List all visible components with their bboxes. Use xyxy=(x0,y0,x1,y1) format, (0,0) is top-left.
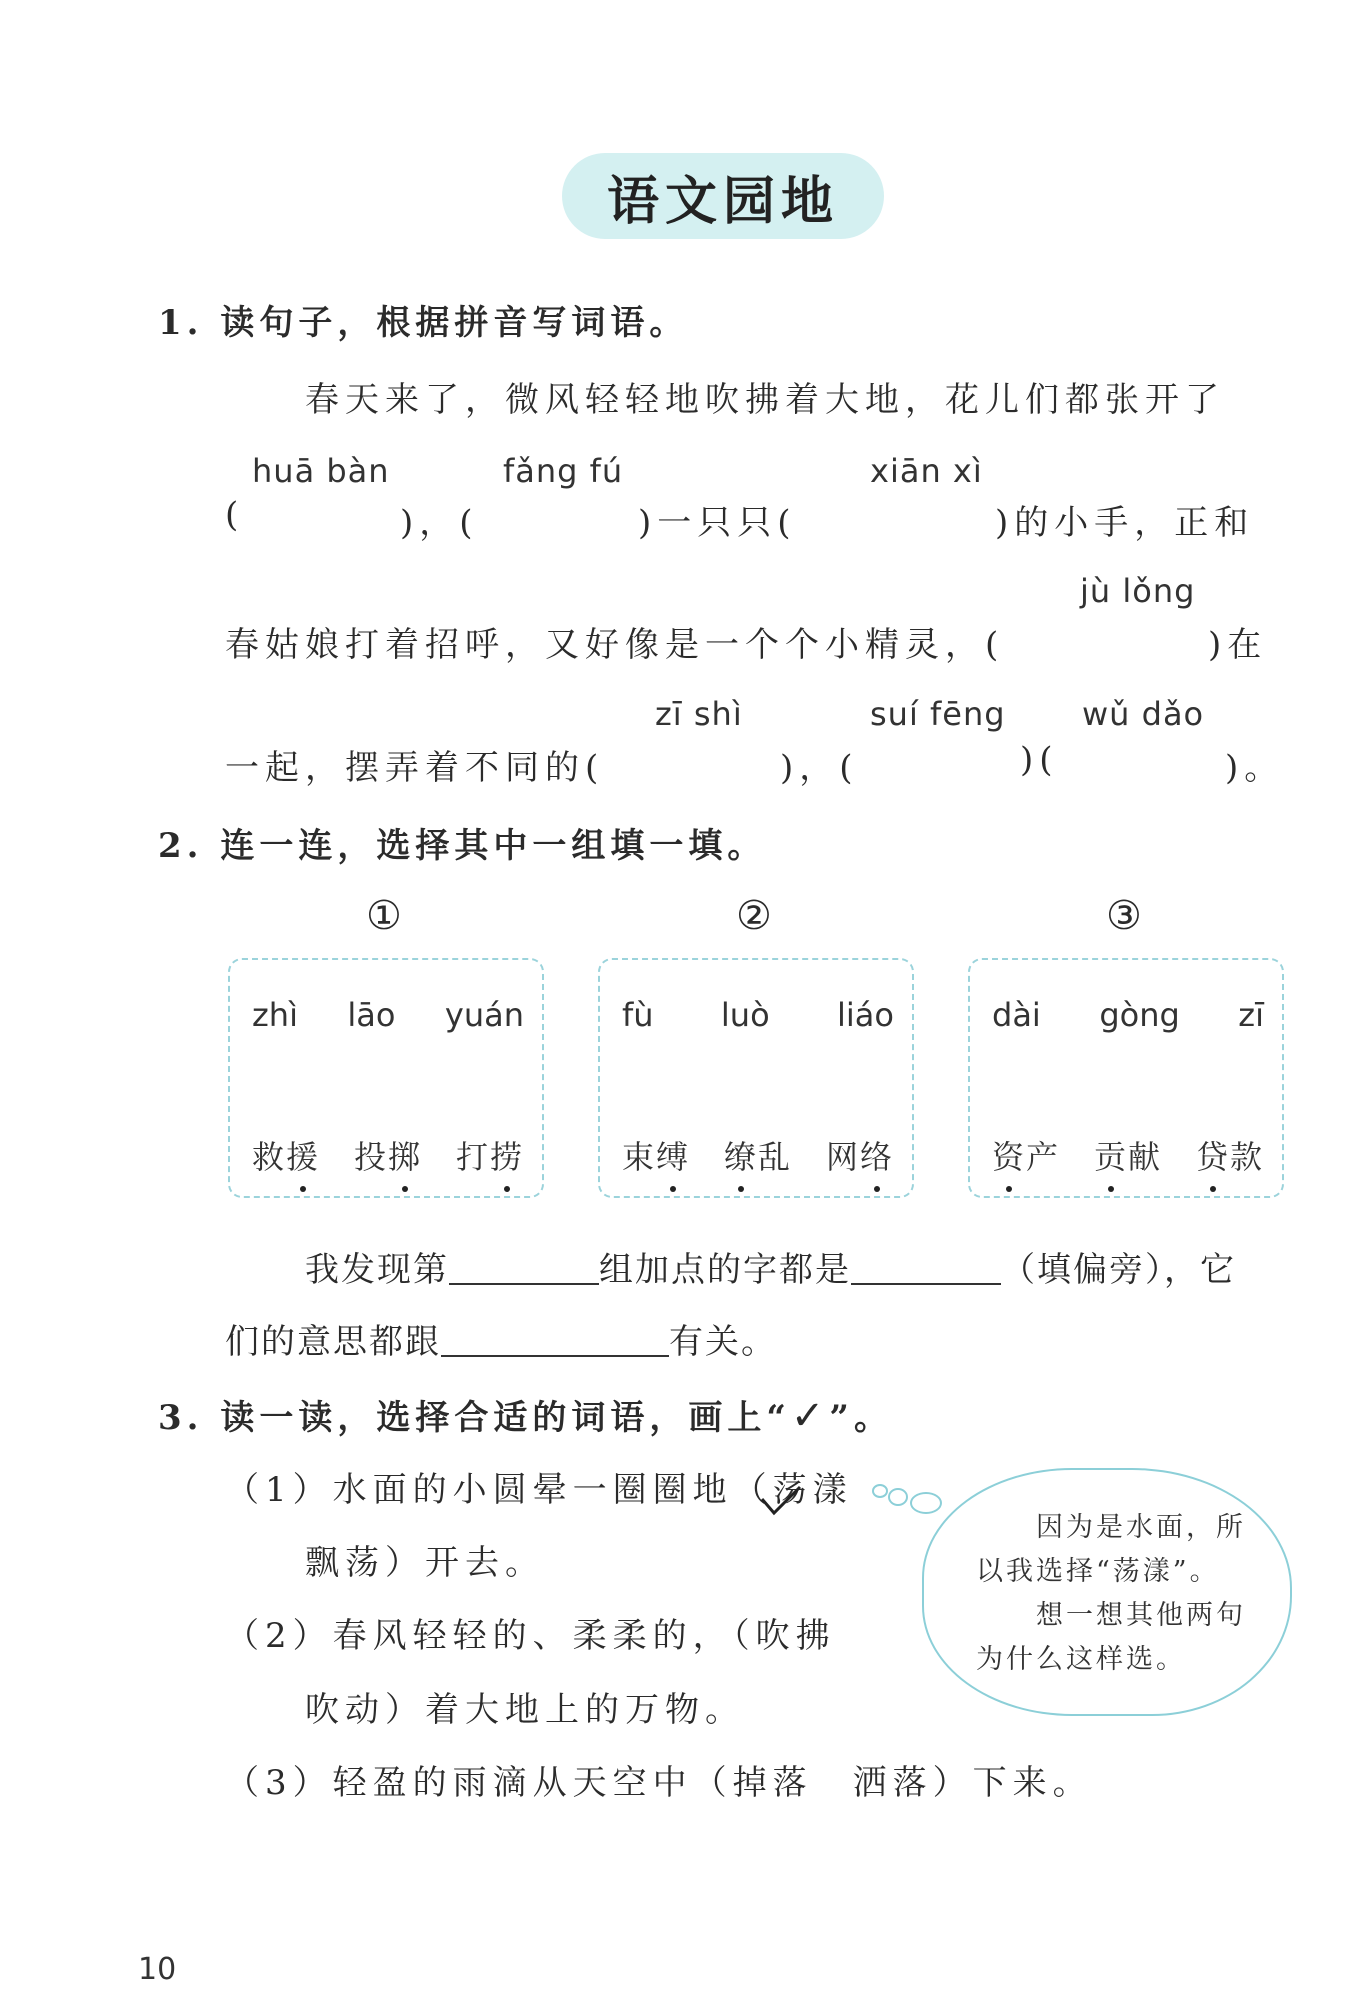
check-mark-icon: ✓ xyxy=(790,1393,830,1439)
group-1-word-3[interactable]: 打捞 xyxy=(456,1132,524,1178)
group-3-pinyin-gong[interactable]: gòng xyxy=(1099,996,1180,1034)
word-group-box-2 xyxy=(598,958,914,1198)
q1-sentence-line-3: 春姑娘打着招呼，又好像是一个个小精灵，( xyxy=(225,625,1005,665)
pinyin-fang-fu: fǎng fú xyxy=(503,452,624,490)
pinyin-sui-feng: suí fēng xyxy=(870,695,1006,733)
group-3-word-3[interactable]: 贷款 xyxy=(1196,1132,1264,1178)
q2-fill-line-2: 们的意思都跟 有关。 xyxy=(225,1322,777,1362)
group-1-pinyin-lao[interactable]: lāo xyxy=(347,996,396,1034)
answer-blank-4[interactable] xyxy=(1060,650,1200,652)
page-title: 语文园地 xyxy=(562,153,884,239)
group-3-word-1[interactable]: 资产 xyxy=(992,1132,1060,1178)
q3-item-1-line-b: 飘荡）开去。 xyxy=(305,1543,545,1583)
q1-paren-open-1: ( xyxy=(225,495,245,535)
pinyin-wu-dao: wǔ dǎo xyxy=(1082,695,1205,733)
q1-paren-mid-1: )，( xyxy=(400,503,479,543)
q1-paren-close-3: )的小手，正和 xyxy=(995,503,1255,543)
answer-blank-2[interactable] xyxy=(505,528,635,530)
thought-bubble-small xyxy=(872,1484,888,1498)
page-number: 10 xyxy=(138,1952,177,1987)
group-3-word-2[interactable]: 贡献 xyxy=(1094,1132,1162,1178)
group-1-pinyin-yuan[interactable]: yuán xyxy=(444,996,524,1034)
answer-blank-6[interactable] xyxy=(865,773,1015,775)
q3-item-2-line-b: 吹动）着大地上的万物。 xyxy=(305,1690,745,1730)
group-2-word-1[interactable]: 束缚 xyxy=(622,1132,690,1178)
group-2-word-3[interactable]: 网络 xyxy=(826,1132,894,1178)
answer-blank-1[interactable] xyxy=(255,528,395,530)
q1-sentence-line-1: 春天来了，微风轻轻地吹拂着大地，花儿们都张开了 xyxy=(305,380,1225,420)
word-group-box-3 xyxy=(968,958,1284,1198)
q3-item-1-line-a: （1）水面的小圆晕一圈圈地（荡漾 xyxy=(225,1470,853,1510)
q1-paren-close-7: )。 xyxy=(1225,748,1285,788)
group-2-pinyin-liao[interactable]: liáo xyxy=(837,996,894,1034)
pinyin-ju-long: jù lǒng xyxy=(1080,572,1196,610)
group-1-pinyin-zhi[interactable]: zhì xyxy=(252,996,298,1034)
q1-paren-close-4: )在 xyxy=(1208,625,1268,665)
answer-blank-3[interactable] xyxy=(860,528,990,530)
group-2-number: ② xyxy=(736,893,772,939)
question-2-heading: 2. 连一连，选择其中一组填一填。 xyxy=(158,826,767,866)
group-1-number: ① xyxy=(366,893,402,939)
hint-line-4: 为什么这样选。 xyxy=(976,1644,1186,1675)
q3-item-3: （3）轻盈的雨滴从天空中（掉落 洒落）下来。 xyxy=(225,1763,1093,1803)
check-mark-icon xyxy=(758,1483,804,1519)
q1-paren-mid-6: )( xyxy=(1020,740,1059,780)
group-2-word-2[interactable]: 缭乱 xyxy=(724,1132,792,1178)
pinyin-hua-ban: huā bàn xyxy=(252,452,390,490)
q1-paren-mid-5: )，( xyxy=(780,748,859,788)
answer-blank-radical[interactable] xyxy=(851,1249,1001,1285)
pinyin-xian-xi: xiān xì xyxy=(870,452,983,490)
hint-line-2: 以我选择“荡漾”。 xyxy=(976,1556,1220,1587)
answer-blank-5[interactable] xyxy=(630,773,770,775)
thought-bubble-large xyxy=(910,1492,942,1514)
pinyin-zi-shi: zī shì xyxy=(655,695,743,733)
q3-item-2-line-a: （2）春风轻轻的、柔柔的，（吹拂 xyxy=(225,1616,836,1656)
question-1-heading: 1. 读句子，根据拼音写词语。 xyxy=(158,303,689,343)
answer-blank-meaning[interactable] xyxy=(441,1321,669,1357)
group-1-word-2[interactable]: 投掷 xyxy=(354,1132,422,1178)
hint-line-3: 想一想其他两句 xyxy=(1036,1600,1246,1631)
group-2-pinyin-luo[interactable]: luò xyxy=(720,996,770,1034)
answer-blank-7[interactable] xyxy=(1075,773,1215,775)
answer-blank-group[interactable] xyxy=(449,1249,599,1285)
q2-fill-line-1: 我发现第 组加点的字都是 （填偏旁），它 xyxy=(305,1250,1236,1290)
thought-bubble-medium xyxy=(888,1488,908,1506)
group-2-pinyin-fu[interactable]: fù xyxy=(622,996,654,1034)
q1-paren-mid-2: )一只只( xyxy=(638,503,797,543)
group-1-word-1[interactable]: 救援 xyxy=(252,1132,320,1178)
hint-line-1: 因为是水面，所 xyxy=(1036,1512,1246,1543)
q1-sentence-line-4a: 一起，摆弄着不同的( xyxy=(225,748,605,788)
group-3-pinyin-zi[interactable]: zī xyxy=(1238,996,1264,1034)
question-3-heading: 3. 读一读，选择合适的词语，画上“✓”。 xyxy=(158,1393,893,1439)
hint-thought-cloud xyxy=(922,1468,1292,1716)
group-3-pinyin-dai[interactable]: dài xyxy=(992,996,1041,1034)
word-group-box-1 xyxy=(228,958,544,1198)
group-3-number: ③ xyxy=(1106,893,1142,939)
